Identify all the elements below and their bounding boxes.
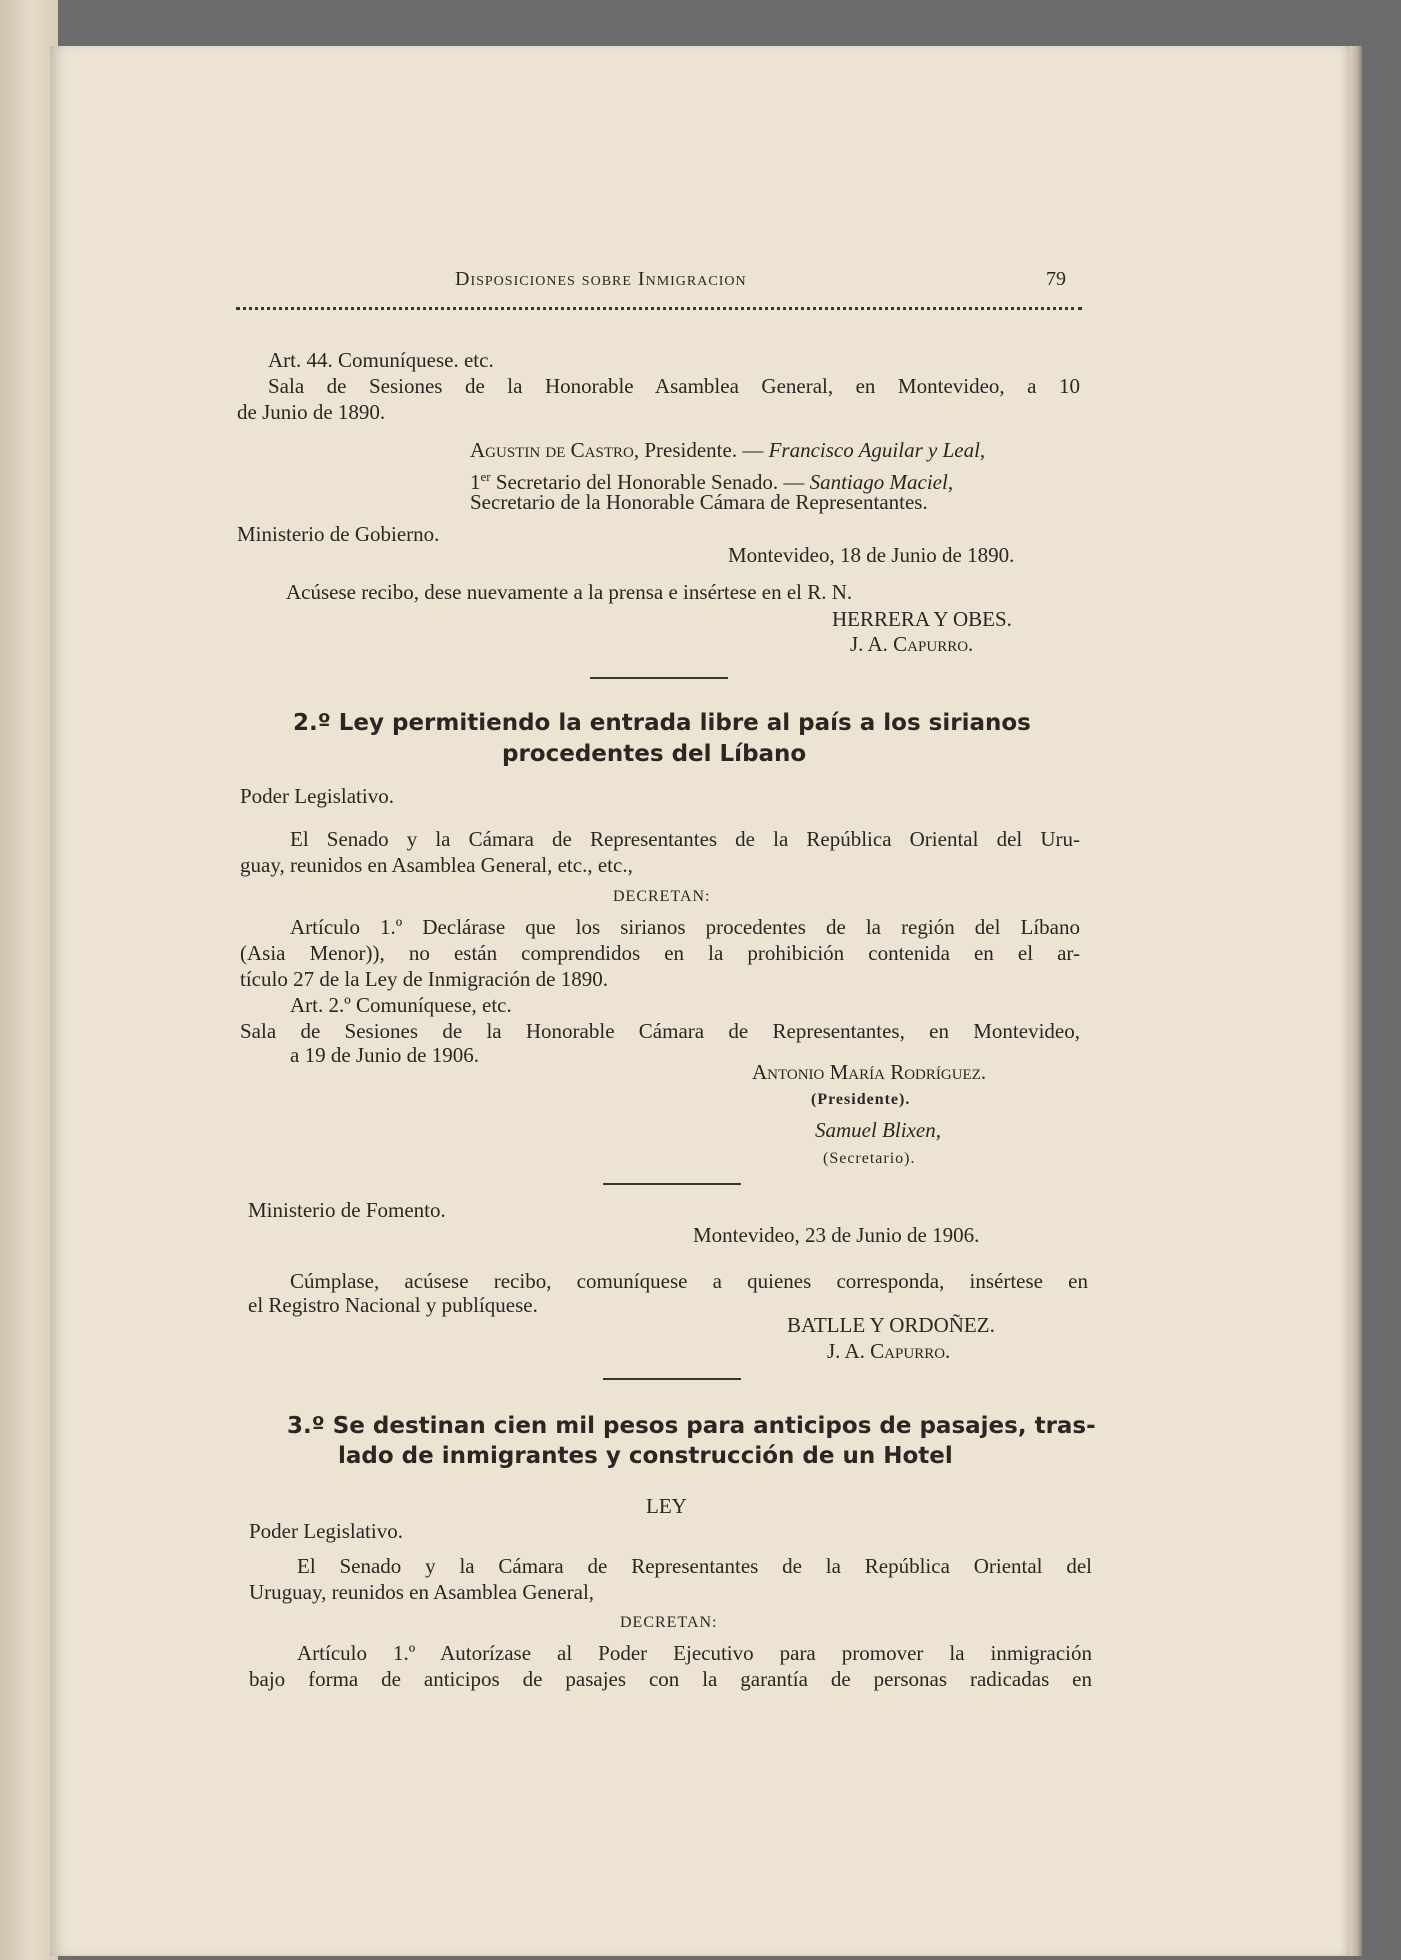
section-2-heading-line-1: 2.º Ley permitiendo la entrada libre al país a los sirianos (293, 710, 1031, 736)
page-number: 79 (1046, 268, 1066, 290)
section-divider (603, 1183, 741, 1185)
article-1-line-2: (Asia Menor)), no están comprendidos en la prohibición contenida en el ar- (240, 941, 1080, 965)
ordinal-sup: er (480, 469, 491, 484)
signature-line-3: Secretario de la Honorable Cámara de Representantes. (470, 490, 928, 514)
signer-blixen-role: (Secretario). (823, 1150, 916, 1167)
signature-line-1 (470, 438, 985, 463)
signer-blixen: Samuel Blixen, (815, 1118, 941, 1142)
signer-capurro-2: J. A. Capurro. (827, 1339, 951, 1363)
article-3-1-line-1: Artículo 1.º Autorízase al Poder Ejecutivo para promover la inmigración (297, 1641, 1092, 1665)
decree-1906-line-2: el Registro Nacional y publíquese. (248, 1293, 538, 1317)
poder-legislativo-2: Poder Legislativo. (249, 1519, 403, 1543)
date-1906: Montevideo, 23 de Junio de 1906. (693, 1223, 980, 1247)
paragraph-line-2: guay, reunidos en Asamblea General, etc., etc., (240, 853, 633, 877)
signer-capurro: J. A. Capurro. (850, 632, 974, 656)
secretary-name: Santiago Maciel, (809, 470, 954, 494)
secretary-role: Secretario del Honorable Senado. — (490, 470, 810, 494)
running-header: Disposiciones sobre Inmigracion (455, 268, 747, 290)
sala-2-line-2: a 19 de Junio de 1906. (290, 1043, 479, 1067)
signer-rodriguez-role: (Presidente). (811, 1091, 911, 1108)
signer-rodriguez: Antonio María Rodríguez. (752, 1060, 987, 1084)
signer-name: Agustin de Castro (470, 438, 634, 462)
article-1-line-1: Artículo 1.º Declárase que los sirianos procedentes de la región del Líbano (290, 915, 1080, 939)
sala-2-line-1: Sala de Sesiones de la Honorable Cámara de Representantes, en Montevideo, (240, 1019, 1080, 1043)
section-2-heading-line-2: procedentes del Líbano (502, 741, 807, 767)
signer-batlle: BATLLE Y ORDOÑEZ. (787, 1313, 995, 1337)
section-divider (603, 1378, 741, 1380)
sala-line-2: de Junio de 1890. (237, 400, 386, 424)
section-divider (590, 677, 728, 679)
ley-label: LEY (646, 1494, 687, 1518)
decretan-label-2: DECRETAN: (620, 1614, 718, 1631)
paragraph-3-line-2: Uruguay, reunidos en Asamblea General, (249, 1580, 595, 1604)
sala-line-1: Sala de Sesiones de la Honorable Asamblea General, en Montevideo, a 10 (268, 374, 1080, 398)
article-3-1-line-2: bajo forma de anticipos de pasajes con la garantía de personas radicadas en (249, 1667, 1092, 1691)
ordinal: 1 (470, 470, 481, 494)
signer-role: , Presidente. — (633, 438, 769, 462)
decree-1906-line-1: Cúmplase, acúsese recibo, comuníquese a quienes corresponda, insértese en (290, 1269, 1088, 1293)
right-page-edge (1350, 46, 1362, 1956)
article-2: Art. 2.º Comuníquese, etc. (290, 993, 512, 1017)
ministry-gobierno: Ministerio de Gobierno. (237, 522, 440, 546)
paragraph-line-1: El Senado y la Cámara de Representantes de la República Oriental del Uru- (290, 827, 1080, 851)
article-1-line-3: tículo 27 de la Ley de Inmigración de 1890. (240, 967, 608, 991)
signer-name-italic: Francisco Aguilar y Leal, (768, 438, 986, 462)
decretan-label: DECRETAN: (613, 888, 711, 905)
header-dotted-rule (236, 307, 1082, 310)
date-1890: Montevideo, 18 de Junio de 1890. (728, 543, 1015, 567)
paragraph-3-line-1: El Senado y la Cámara de Representantes de la República Oriental del (297, 1554, 1092, 1578)
ministry-fomento: Ministerio de Fomento. (248, 1198, 446, 1222)
section-3-heading-line-1: 3.º Se destinan cien mil pesos para anticipos de pasajes, tras- (287, 1413, 1096, 1439)
poder-legislativo: Poder Legislativo. (240, 784, 394, 808)
art-44-line: Art. 44. Comuníquese. etc. (268, 348, 494, 372)
section-3-heading-line-2: lado de inmigrantes y construcción de un Hotel (338, 1443, 953, 1469)
signer-herrera: HERRERA Y OBES. (832, 607, 1012, 631)
decree-1890: Acúsese recibo, dese nuevamente a la prensa e insértese en el R. N. (286, 580, 853, 604)
